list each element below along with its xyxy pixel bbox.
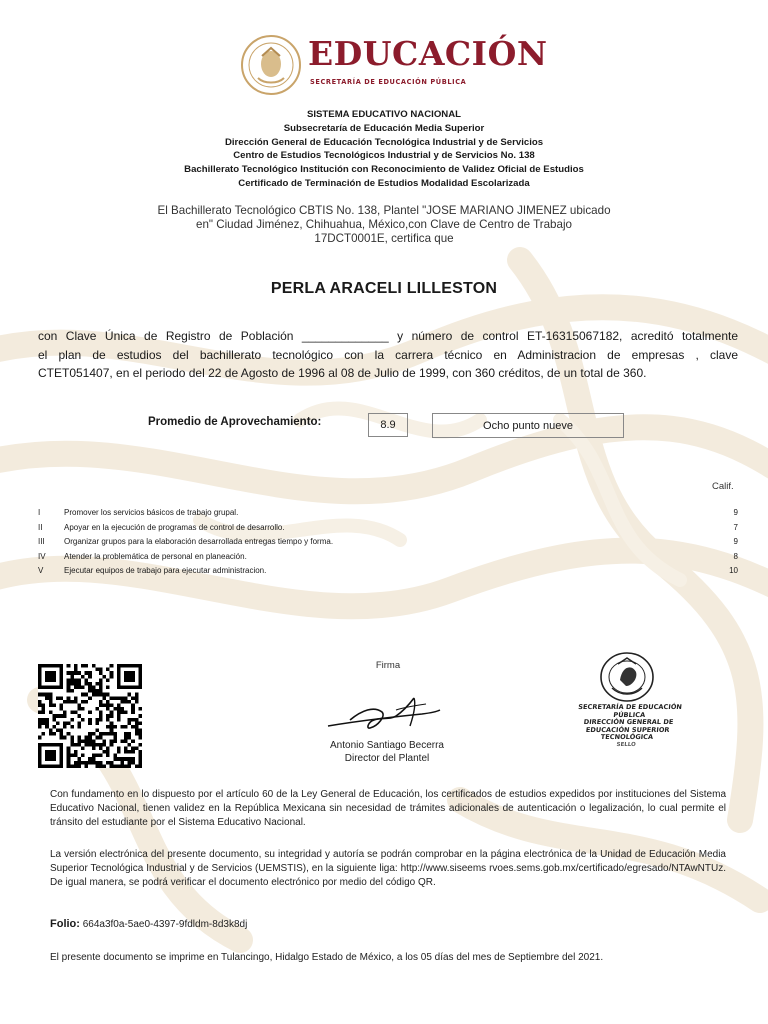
intro-line: 17DCT0001E, certifica que <box>314 232 454 245</box>
certification-line: con Clave Única de Registro de Población _____________ y número de control ET-16315067182, acreditó totalmente <box>38 329 738 343</box>
subject-row <box>38 506 738 520</box>
brand-title: EDUCACIÓN <box>308 34 548 73</box>
subject-number: V <box>38 566 44 575</box>
subject-number: II <box>38 522 43 532</box>
folio <box>50 918 247 930</box>
institution-heading <box>100 108 668 191</box>
official-stamp-text <box>564 704 693 750</box>
institution-line: Dirección General de Educación Tecnológica Industrial y de Servicios <box>224 136 544 148</box>
handwritten-signature <box>322 692 442 736</box>
average-value-box: 8.9 <box>368 413 408 437</box>
institution-line: Subsecretaría de Educación Media Superior <box>283 122 485 134</box>
subject-name: Ejecutar equipos de trabajo para ejecutar administracion. <box>64 566 267 575</box>
institution-line: Centro de Estudios Tecnológicos Industrial y de Servicios No. 138 <box>233 150 535 162</box>
stamp-line: EDUCACIÓN SUPERIOR TECNOLÓGICA <box>585 725 670 742</box>
printed-statement: El presente documento se imprime en Tulancingo, Hidalgo Estado de México, a los 05 días del mes de Septiembre del 2021. <box>50 952 604 963</box>
subject-row <box>38 521 738 535</box>
intro-line: en" Ciudad Jiménez, Chihuahua, México,con Clave de Centro de Trabajo <box>196 218 572 231</box>
subject-number: IV <box>38 551 46 561</box>
subject-grade: 9 <box>733 508 738 517</box>
signature-label: Firma <box>375 660 401 671</box>
stamp-line: DIRECCIÓN GENERAL DE <box>583 718 674 727</box>
student-name: PERLA ARACELI LILLESTON <box>270 280 498 297</box>
average-words-box: Ocho punto nueve <box>432 413 624 438</box>
subject-grade: 8 <box>733 551 738 561</box>
legal-paragraph-validity: Con fundamento en lo dispuesto por el artículo 60 de la Ley General de Educación, los certificados de estudios expedidos por instituciones del Sistema Educativo Nacional, tienen validez en la República Mexicana sin necesidad de trámites adicionales de autenticación o legalización, lo cual permite el tránsito del estudiante por el Sistema Educativo Nacional. <box>50 789 726 829</box>
subject-number: III <box>38 537 45 546</box>
subject-name: Promover los servicios básicos de trabajo grupal. <box>64 508 239 517</box>
subject-name: Apoyar en la ejecución de programas de control de desarrollo. <box>64 522 285 532</box>
subject-grade: 10 <box>729 566 738 575</box>
subject-grade: 9 <box>733 537 738 546</box>
subject-row <box>38 550 738 564</box>
sep-logo <box>240 32 548 98</box>
subject-number: I <box>38 508 41 517</box>
grades-header: Calif. <box>712 481 734 492</box>
legal-paragraph-verification: La versión electrónica del presente documento, su integridad y autoría se podrán comprobar en la página electrónica de la Unidad de Educación Media Superior Tecnológica Industrial y de Servicios (UEMSTIS), en la siguiente liga: http://www.siseems rvoes.sems.gob.mx/certificado/egresado/NTAwNTUz. De igual manera, se podrá verificar el documento electrónico por medio del código QR. <box>50 849 726 889</box>
certificate-intro <box>120 204 648 246</box>
certification-line: el plan de estudios del bachillerato tecnológico con la carrera técnico en Administracion de empresas , clave <box>38 347 738 362</box>
institution-line: SISTEMA EDUCATIVO NACIONAL <box>306 109 462 120</box>
qr-code[interactable] <box>38 664 142 768</box>
institution-line: Certificado de Terminación de Estudios Modalidad Escolarizada <box>238 177 530 189</box>
subject-row <box>38 535 738 549</box>
folio-label: Folio: <box>50 918 80 930</box>
brand-subtitle: SECRETARÍA DE EDUCACIÓN PÚBLICA <box>310 78 467 86</box>
signer-title: Director del Plantel <box>344 753 430 764</box>
certification-paragraph <box>38 327 738 383</box>
subject-name: Organizar grupos para la elaboración desarrollada entregas tiempo y forma. <box>64 537 334 546</box>
certification-line: CTET051407, en el periodo del 22 de Agosto de 1996 al 08 de Julio de 1999, con 360 créditos, de un total de 360. <box>38 366 647 380</box>
folio-value: 664a3f0a-5ae0-4397-9fdldm-8d3k8dj <box>82 919 248 930</box>
institution-line: Bachillerato Tecnológico Institución con Reconocimiento de Validez Oficial de Estudios <box>184 164 584 176</box>
subject-row <box>38 564 738 578</box>
intro-line: El Bachillerato Tecnológico CBTIS No. 138, Plantel "JOSE MARIANO JIMENEZ ubicado <box>157 204 611 217</box>
subject-name: Atender la problemática de personal en planeación. <box>64 551 247 561</box>
signer-name: Antonio Santiago Becerra <box>330 740 444 751</box>
stamp-line: SECRETARÍA DE EDUCACIÓN PÚBLICA <box>577 703 683 719</box>
stamp-line: SELLO <box>616 741 637 748</box>
subject-grade: 7 <box>733 522 738 532</box>
official-stamp-emblem-icon <box>598 650 656 704</box>
average-label: Promedio de Aprovechamiento: <box>148 416 322 428</box>
national-seal-icon <box>240 34 302 96</box>
